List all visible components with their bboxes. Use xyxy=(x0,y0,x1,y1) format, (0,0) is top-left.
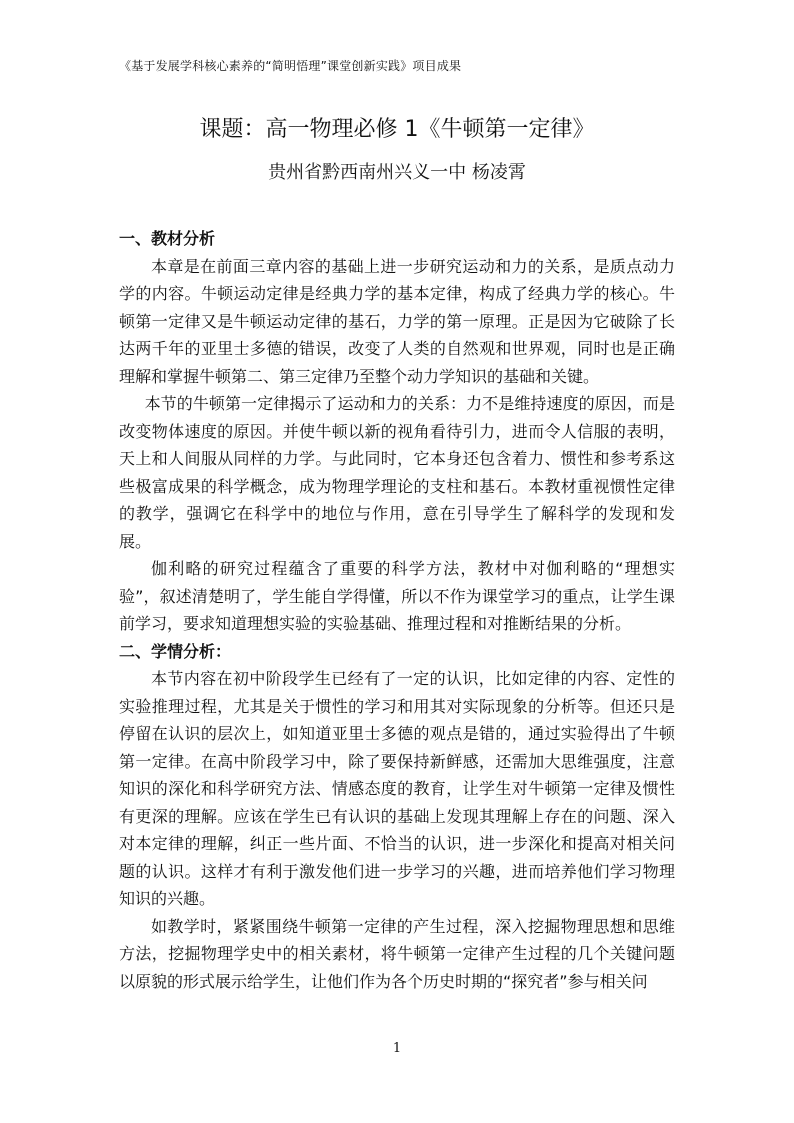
lesson-title: 课题：高一物理必修 1《牛顿第一定律》 xyxy=(199,117,595,142)
paragraph: 伽利略的研究过程蕴含了重要的科学方法，教材中对伽利略的“理想实验”，叙述清楚明了，学生能自学得懂，所以不作为课堂学习的重点，让学生课前学习，要求知道理想实验的实验基础、推理过程和对推断结果的分析。 xyxy=(119,559,675,633)
paragraph: 本节内容在初中阶段学生已经有了一定的认识，比如定律的内容、定性的实验推理过程，尤其是关于惯性的学习和用其对实际现象的分析等。但还只是停留在认识的层次上，如知道亚里士多德的观点是错的，通过实验得出了牛顿第一定律。在高中阶段学习中，除了要保持新鲜感，还需加大思维强度，注意知识的深化和科学研究方法、情感态度的教育，让学生对牛顿第一定律及惯性有更深的理解。应该在学生已有认识的基础上发现其理解上存在的问题、深入对本定律的理解，纠正一些片面、不恰当的认识，进一步深化和提高对相关问题的认识。这样才有利于激发他们进一步学习的兴趣，进而培养他们学习物理知识的兴趣。 xyxy=(119,669,675,908)
paragraph: 本节的牛顿第一定律揭示了运动和力的关系：力不是维持速度的原因，而是改变物体速度的原因。并使牛顿以新的视角看待引力，进而令人信服的表明，天上和人间服从同样的力学。与此同时，它本身还包含着力、惯性和参考系这些极富成果的科学概念，成为物理学理论的支柱和基石。本教材重视惯性定律的教学，强调它在科学中的地位与作用，意在引导学生了解科学的发现和发展。 xyxy=(119,394,675,551)
section-heading-student-analysis: 二、学情分析： xyxy=(119,641,232,661)
page-number: 1 xyxy=(392,1041,402,1056)
document-body xyxy=(119,225,675,995)
section-heading-textbook-analysis: 一、教材分析 xyxy=(119,229,216,248)
paragraph: 本章是在前面三章内容的基础上进一步研究运动和力的关系，是质点动力学的内容。牛顿运动定律是经典力学的基本定律，构成了经典力学的核心。牛顿第一定律又是牛顿运动定律的基石，力学的第一原理。正是因为它破除了长达两千年的亚里士多德的错误，改变了人类的自然观和世界观，同时也是正确理解和掌握牛顿第二、第三定律乃至整个动力学知识的基础和关键。 xyxy=(119,256,675,386)
author-line: 贵州省黔西南州兴义一中 杨凌霄 xyxy=(268,162,526,183)
paragraph: 如教学时，紧紧围绕牛顿第一定律的产生过程，深入挖掘物理思想和思维方法，挖掘物理学史中的相关素材，将牛顿第一定律产生过程的几个关键问题以原貌的形式展示给学生，让他们作为各个历史时期的“探究者”参与相关问 xyxy=(119,916,675,991)
document-header: 《基于发展学科核心素养的“简明悟理”课堂创新实践》项目成果 xyxy=(119,59,462,73)
